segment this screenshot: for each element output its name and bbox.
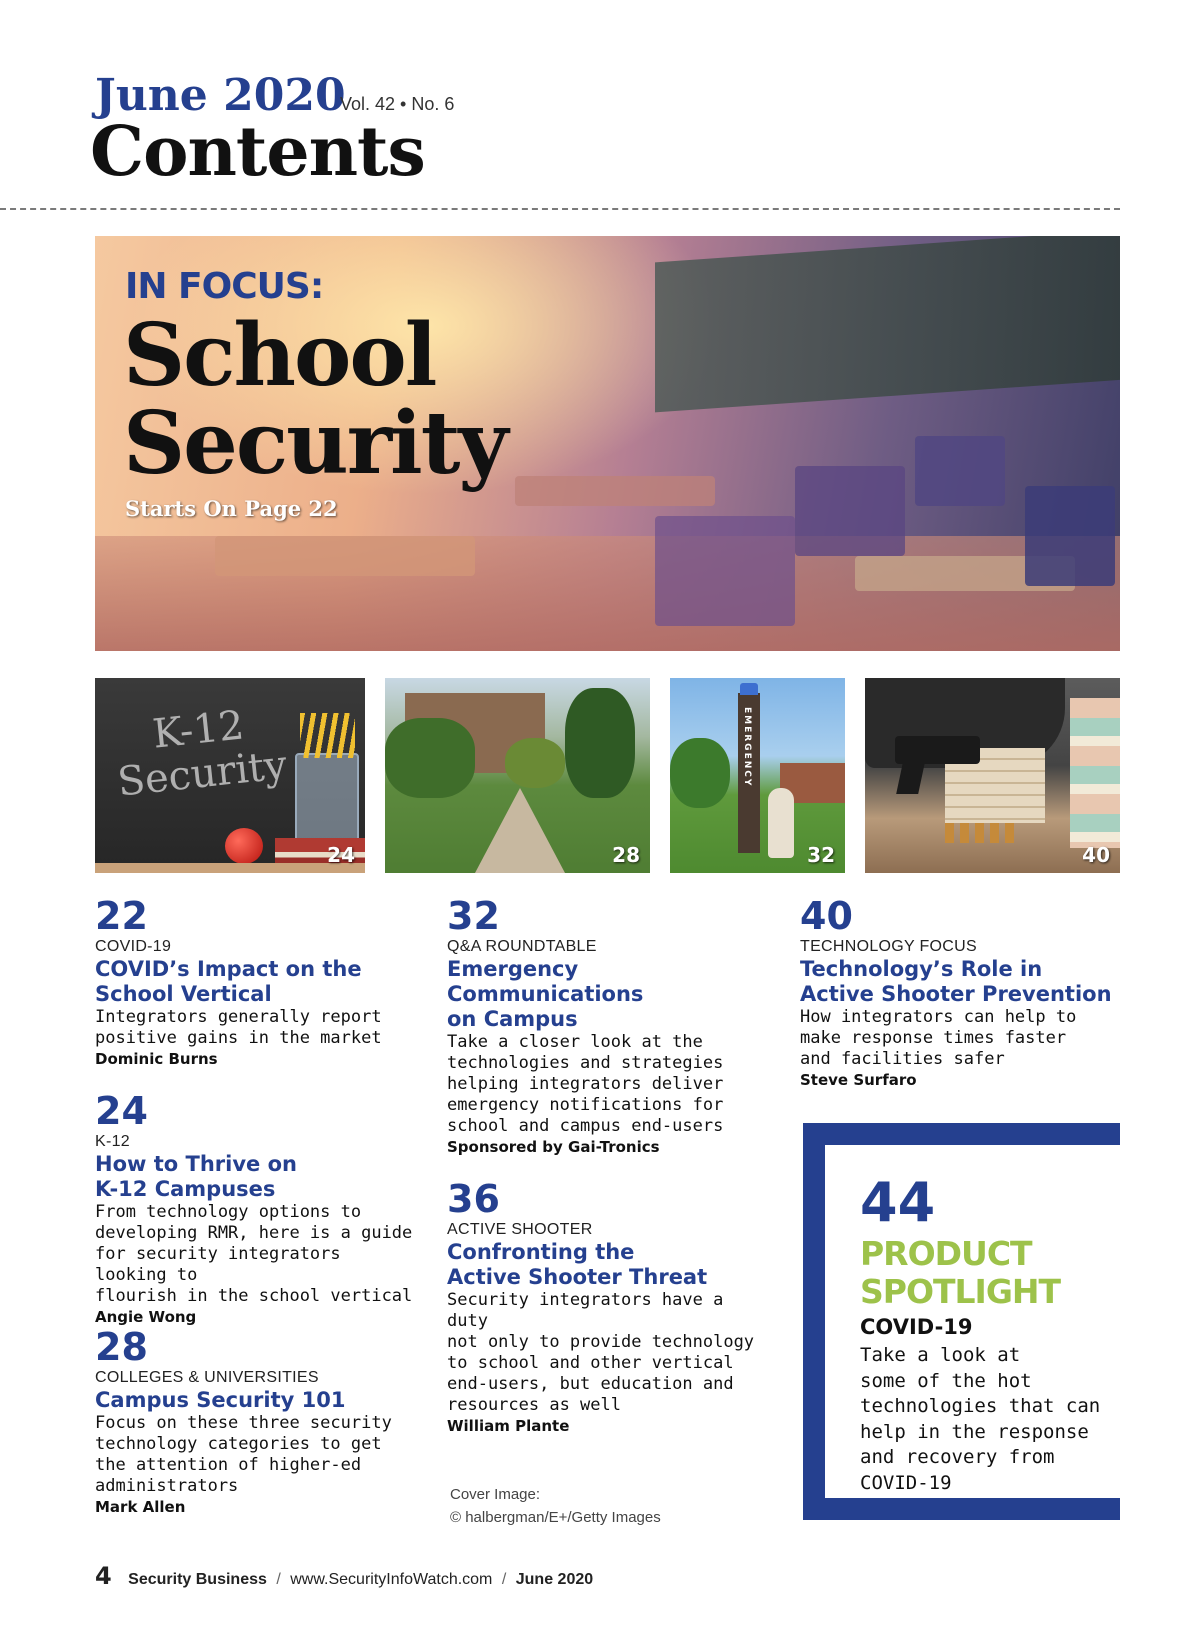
spotlight-label: PRODUCT SPOTLIGHT	[860, 1234, 1061, 1311]
thumbnail-page-number: 28	[612, 843, 640, 867]
article-title[interactable]: Technology’s Role in Active Shooter Prevention	[800, 957, 1112, 1006]
issue-month: June 2020	[95, 70, 346, 121]
article-author: Mark Allen	[95, 1498, 186, 1516]
page-title: Contents	[90, 112, 425, 192]
footer-magazine: Security Business	[128, 1571, 267, 1588]
hero-banner[interactable]	[95, 236, 1120, 651]
article-description: How integrators can help to make response times faster and facilities safer	[800, 1007, 1077, 1069]
thumbnail-emergency-post[interactable]	[670, 678, 845, 873]
article-page-number: 36	[447, 1177, 500, 1221]
desk-surface	[95, 863, 365, 873]
article-description: From technology options to developing RMR, here is a guide for security integrators looking to flourish in the school vertical	[95, 1202, 413, 1306]
footer-date: June 2020	[515, 1571, 594, 1588]
spotlight-subtitle: COVID-19	[860, 1315, 973, 1339]
thumbnail-page-number: 24	[327, 843, 355, 867]
article-covid-impact[interactable]	[95, 895, 415, 1070]
page-footer	[95, 1562, 593, 1590]
article-category: COVID-19	[95, 938, 172, 955]
hero-title-line1: School	[123, 305, 436, 406]
bullets-icon	[945, 823, 1015, 843]
thumbnail-handgun[interactable]	[865, 678, 1120, 873]
walkway	[475, 788, 565, 873]
thumbnail-page-number: 32	[807, 843, 835, 867]
desk-shape	[515, 476, 715, 506]
article-title[interactable]: Confronting the Active Shooter Threat	[447, 1240, 708, 1289]
pencil-cup-icon	[295, 753, 359, 842]
tree-shape	[565, 688, 635, 798]
article-description: Integrators generally report positive gains in the market	[95, 1007, 382, 1048]
article-title[interactable]: Campus Security 101	[95, 1388, 346, 1412]
spotlight-page-number: 44	[860, 1171, 936, 1234]
footer-page-number: 4	[95, 1562, 112, 1590]
footer-url[interactable]: www.SecurityInfoWatch.com	[290, 1571, 493, 1588]
spotlight-description: Take a look at some of the hot technologies that can help in the response and recovery from COVID-19	[860, 1344, 1101, 1494]
desk-shape	[795, 466, 905, 556]
article-k12-campuses[interactable]	[95, 1090, 415, 1328]
article-campus-security[interactable]	[95, 1326, 415, 1518]
article-description: Take a closer look at the technologies and strategies helping integrators deliver emergency notifications for school and campus end-users	[447, 1032, 724, 1136]
article-page-number: 28	[95, 1325, 148, 1369]
article-page-number: 40	[800, 894, 853, 938]
apple-icon	[225, 828, 263, 864]
pencils-icon	[300, 713, 355, 758]
dashed-divider	[0, 208, 1120, 210]
article-description: Focus on these three security technology categories to get the attention of higher-ed administrators	[95, 1413, 392, 1496]
desk-shape	[655, 516, 795, 626]
article-category: Q&A ROUNDTABLE	[447, 938, 597, 955]
hero-kicker: IN FOCUS:	[125, 266, 324, 307]
article-active-shooter[interactable]	[447, 1178, 767, 1437]
hero-title	[123, 305, 507, 494]
footer-separator: /	[501, 1571, 507, 1588]
footer-separator: /	[276, 1571, 281, 1588]
tree-shape	[670, 738, 730, 808]
article-category: COLLEGES & UNIVERSITIES	[95, 1369, 319, 1386]
article-page-number: 22	[95, 894, 148, 938]
product-spotlight-box[interactable]	[803, 1123, 1120, 1520]
article-author: Steve Surfaro	[800, 1071, 917, 1089]
article-page-number: 32	[447, 894, 500, 938]
thumbnail-k12[interactable]	[95, 678, 365, 873]
article-category: ACTIVE SHOOTER	[447, 1221, 593, 1238]
emergency-light-icon	[740, 683, 758, 695]
article-author: Angie Wong	[95, 1308, 197, 1326]
article-title[interactable]: How to Thrive on K-12 Campuses	[95, 1152, 297, 1201]
article-title[interactable]: Emergency Communications on Campus	[447, 957, 644, 1031]
desk-shape	[215, 536, 475, 576]
article-tech-role[interactable]	[800, 895, 1130, 1091]
article-title[interactable]: COVID’s Impact on the School Vertical	[95, 957, 362, 1006]
tree-shape	[505, 738, 565, 788]
article-description: Security integrators have a duty not only to provide technology to school and other vertical end-users, but education and resources as well	[447, 1290, 755, 1415]
issue-volume: Vol. 42 • No. 6	[340, 94, 455, 114]
chalk-text: K-12 Security	[115, 702, 290, 806]
hero-start-page: Starts On Page 22	[125, 496, 338, 521]
tree-shape	[385, 718, 475, 798]
article-emergency-comms[interactable]	[447, 895, 767, 1158]
thumbnail-page-number: 40	[1082, 843, 1110, 867]
book-stack	[1070, 698, 1120, 848]
article-page-number: 24	[95, 1089, 148, 1133]
cover-image-credit: Cover Image: © halbergman/E+/Getty Images	[450, 1486, 661, 1526]
article-category: TECHNOLOGY FOCUS	[800, 938, 977, 955]
hero-title-line2: Security	[123, 393, 507, 494]
student-figure	[768, 788, 794, 858]
article-category: K-12	[95, 1133, 130, 1150]
emergency-post-icon: EMERGENCY	[738, 693, 760, 853]
thumbnail-campus[interactable]	[385, 678, 650, 873]
article-author: Sponsored by Gai-Tronics	[447, 1138, 660, 1156]
desk-shape	[1025, 486, 1115, 586]
article-author: William Plante	[447, 1417, 570, 1435]
desk-shape	[915, 436, 1005, 506]
chalkboard-illustration	[655, 236, 1120, 412]
article-author: Dominic Burns	[95, 1050, 218, 1068]
